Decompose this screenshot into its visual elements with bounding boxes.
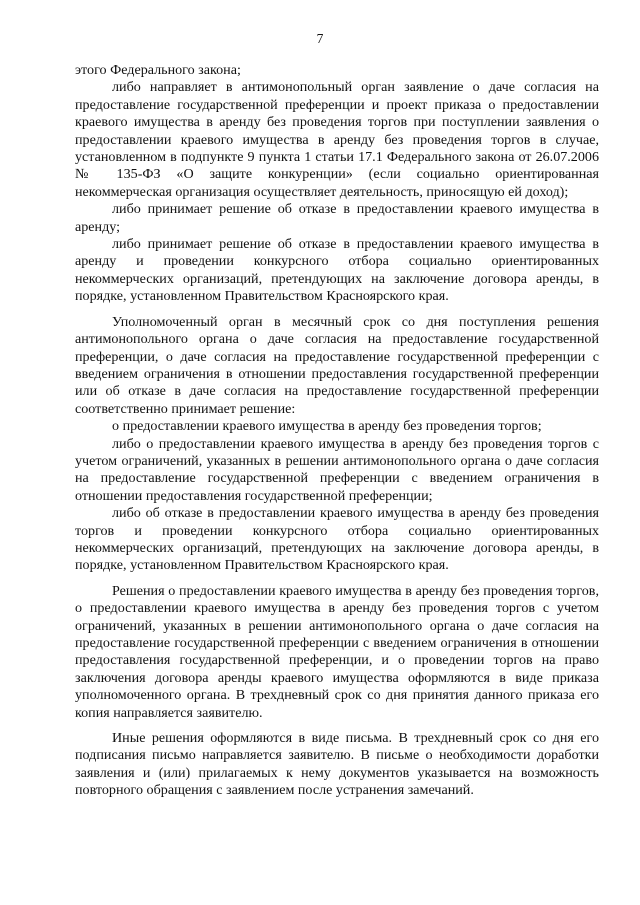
paragraph-antimonopoly-application: либо направляет в антимонопольный орган заявление о даче согласия на предоставление государственной преференции и проект приказа о предоставлении краевого имущества в аренду без проведения торгов при поступлении заявления о предоставлении краевого имущества в аренду без проведения торгов в случае, установленном в подпункте 9 пункта 1 статьи 17.1 Федерального закона от 26.07.2006 № 135-ФЗ «О защите конкуренции» (если социально ориентированная некоммерческая организация осуществляет деятельность, приносящую ей доход); — [75, 79, 599, 200]
page-number: 7 — [316, 31, 324, 46]
paragraph-lease-without-tender: о предоставлении краевого имущества в аренду без проведения торгов; — [112, 418, 542, 435]
paragraph-authorized-body-decision: Уполномоченный орган в месячный срок со дня поступления решения антимонопольного органа о даче согласия на предоставление государственной преференции, о даче согласия на предоставление государственной преференции с введением ограничения в отношении предоставления государственной преференции или об отказе в даче согласия на предоставление государственной преференции соответственно принимает решение: — [75, 313, 599, 417]
paragraph-decisions-order: Решения о предоставлении краевого имущества в аренду без проведения торгов, о предоставлении краевого имущества в аренду без проведения торгов с учетом ограничений, указанных в решении антимонопольного органа о даче согласия на предоставление государственной преференции с введением ограничения в отношении предоставления государственной преференции, и о проведении торгов на право заключения договора аренды краевого имущества оформляются в виде приказа уполномоченного органа. В трехдневный срок со дня принятия данного приказа его копия направляется заявителю. — [75, 582, 599, 721]
paragraph-refusal-decision: либо принимает решение об отказе в предоставлении краевого имущества в аренду; — [75, 201, 599, 235]
paragraph-other-decisions-letter: Иные решения оформляются в виде письма. В трехдневный срок со дня его подписания письмо направляется заявителю. В письме о необходимости доработки заявления и (или) прилагаемых к нему документов указывается на возможность повторного обращения с заявлением после устранения замечаний. — [75, 730, 599, 799]
paragraph-refusal-and-competition: либо об отказе в предоставлении краевого имущества в аренду без проведения торгов и проведении конкурсного отбора социально ориентированных некоммерческих организаций, претендующих на заключение договора аренды, в порядке, установленном Правительством Красноярского края. — [75, 505, 599, 574]
document-body — [75, 62, 599, 800]
paragraph-lease-with-restrictions: либо о предоставлении краевого имущества в аренду без проведения торгов с учетом ограничений, указанных в решении антимонопольного органа о даче согласия на предоставление государственной преференции с введением ограничения в отношении предоставления государственной преференции; — [75, 435, 599, 504]
paragraph-continuation: этого Федерального закона; — [75, 62, 241, 78]
paragraph-refusal-competition: либо принимает решение об отказе в предоставлении краевого имущества в аренду и проведении конкурсного отбора социально ориентированных некоммерческих организаций, претендующих на заключение договора аренды, в порядке, установленном Правительством Красноярского края. — [75, 236, 599, 305]
